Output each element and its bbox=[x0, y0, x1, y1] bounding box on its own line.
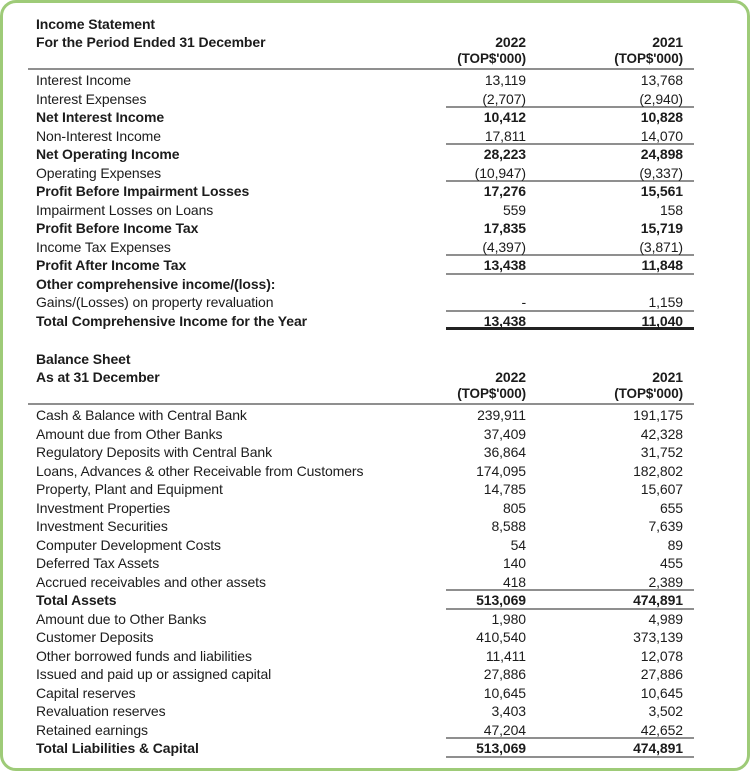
value-2021: 455 bbox=[659, 555, 683, 571]
row-label: Interest Expenses bbox=[36, 90, 147, 107]
value-2022: 239,911 bbox=[477, 407, 526, 423]
row-values bbox=[446, 721, 694, 740]
value-2021: 27,886 bbox=[640, 666, 683, 682]
value-2021: 158 bbox=[659, 201, 683, 218]
balance-sheet-section bbox=[36, 350, 694, 758]
row-values bbox=[446, 238, 694, 257]
table-row bbox=[36, 573, 694, 592]
value-2022: 140 bbox=[502, 555, 526, 571]
value-2022: 27,886 bbox=[483, 666, 526, 682]
row-values bbox=[446, 628, 694, 647]
header-rule bbox=[28, 403, 694, 405]
row-values bbox=[446, 164, 694, 183]
balance-sheet-rows bbox=[36, 406, 694, 758]
row-label: Total Assets bbox=[36, 592, 117, 608]
value-2021: 89 bbox=[667, 536, 683, 553]
header-rule bbox=[28, 68, 694, 70]
income-statement-title: Income Statement bbox=[36, 16, 155, 32]
row-label: Investment Securities bbox=[36, 518, 168, 534]
row-label: Profit Before Impairment Losses bbox=[36, 183, 250, 199]
table-row bbox=[36, 665, 694, 684]
value-2022: 410,540 bbox=[476, 629, 526, 645]
row-values bbox=[446, 739, 694, 758]
value-2021 bbox=[526, 275, 694, 294]
value-2022: 559 bbox=[502, 201, 526, 218]
value-2022: 36,864 bbox=[483, 444, 526, 460]
value-2021: 12,078 bbox=[640, 647, 683, 664]
table-row bbox=[36, 71, 694, 90]
table-row bbox=[36, 684, 694, 703]
column-year-2021: 2021 bbox=[652, 34, 683, 50]
table-row bbox=[36, 108, 694, 127]
table-row bbox=[36, 702, 694, 721]
row-values bbox=[446, 293, 694, 312]
row-values bbox=[446, 536, 694, 555]
value-2022: 11,411 bbox=[485, 647, 526, 664]
row-label: Interest Income bbox=[36, 72, 131, 88]
row-values bbox=[446, 443, 694, 462]
row-label: Amount due to Other Banks bbox=[36, 610, 207, 627]
table-row bbox=[36, 628, 694, 647]
row-values bbox=[446, 517, 694, 536]
value-2022: 174,095 bbox=[476, 462, 526, 479]
value-2021: 191,175 bbox=[633, 407, 683, 423]
value-2021: 15,561 bbox=[640, 183, 683, 199]
row-label: Total Comprehensive Income for the Year bbox=[36, 312, 307, 329]
income-statement-header bbox=[36, 15, 694, 67]
value-2021: 4,989 bbox=[648, 610, 683, 627]
value-2021: 11,040 bbox=[641, 312, 683, 329]
value-2022 bbox=[446, 275, 526, 294]
row-values bbox=[446, 554, 694, 573]
row-values bbox=[446, 182, 694, 201]
row-label: Loans, Advances & other Receivable from Customers bbox=[36, 462, 364, 479]
table-row bbox=[36, 499, 694, 518]
row-label: Retained earnings bbox=[36, 721, 148, 738]
value-2022: 10,645 bbox=[483, 684, 526, 701]
balance-sheet-title: Balance Sheet bbox=[36, 351, 131, 367]
table-row bbox=[36, 90, 694, 109]
row-label: Other comprehensive income/(loss): bbox=[36, 275, 276, 292]
value-2022: 13,438 bbox=[483, 312, 526, 329]
value-2021: 31,752 bbox=[640, 444, 683, 460]
value-2022: 14,785 bbox=[483, 481, 526, 497]
table-row bbox=[36, 312, 694, 331]
row-label: Computer Development Costs bbox=[36, 536, 221, 553]
balance-sheet-subtitle: As at 31 December bbox=[36, 369, 160, 385]
row-values bbox=[446, 647, 694, 666]
income-statement-subtitle: For the Period Ended 31 December bbox=[36, 34, 266, 50]
row-label: Issued and paid up or assigned capital bbox=[36, 666, 272, 682]
column-unit-2021: (TOP$'000) bbox=[614, 51, 683, 66]
table-row bbox=[36, 219, 694, 238]
row-label: Property, Plant and Equipment bbox=[36, 481, 223, 497]
row-values bbox=[446, 71, 694, 90]
table-row bbox=[36, 480, 694, 499]
value-2021: 11,848 bbox=[641, 257, 683, 273]
row-label: Customer Deposits bbox=[36, 629, 154, 645]
row-label: Investment Properties bbox=[36, 499, 171, 516]
value-2022: - bbox=[521, 294, 526, 310]
row-values bbox=[446, 256, 694, 275]
row-label: Profit Before Income Tax bbox=[36, 220, 199, 236]
value-2021: 10,828 bbox=[640, 109, 683, 125]
table-row bbox=[36, 406, 694, 425]
row-label: Regulatory Deposits with Central Bank bbox=[36, 444, 272, 460]
value-2021: 474,891 bbox=[633, 592, 683, 608]
table-row bbox=[36, 425, 694, 444]
value-2022: 418 bbox=[502, 573, 526, 590]
value-2021: 42,328 bbox=[640, 425, 683, 442]
table-row bbox=[36, 293, 694, 312]
row-label: Capital reserves bbox=[36, 684, 136, 701]
row-label: Net Interest Income bbox=[36, 109, 165, 125]
row-values bbox=[446, 462, 694, 481]
value-2022: 13,438 bbox=[483, 257, 526, 273]
value-2022: 10,412 bbox=[483, 109, 526, 125]
value-2021: 1,159 bbox=[648, 294, 683, 310]
table-row bbox=[36, 647, 694, 666]
table-row bbox=[36, 127, 694, 146]
column-year-2021: 2021 bbox=[652, 369, 683, 385]
value-2022: 17,811 bbox=[484, 127, 526, 144]
value-2022: 805 bbox=[502, 499, 526, 516]
income-statement-rows bbox=[36, 71, 694, 330]
value-2021: 7,639 bbox=[648, 518, 683, 534]
value-2021: 42,652 bbox=[640, 721, 683, 738]
table-row bbox=[36, 721, 694, 740]
value-2022: 13,119 bbox=[484, 72, 526, 88]
value-2021: 14,070 bbox=[640, 127, 683, 144]
value-2021: 3,502 bbox=[648, 703, 683, 719]
value-2022: 54 bbox=[510, 536, 526, 553]
row-values bbox=[446, 591, 694, 610]
row-values bbox=[446, 275, 694, 294]
row-label: Gains/(Losses) on property revaluation bbox=[36, 294, 274, 310]
row-values bbox=[446, 90, 694, 109]
table-row bbox=[36, 238, 694, 257]
value-2022: 17,835 bbox=[483, 220, 526, 236]
row-values bbox=[446, 573, 694, 592]
row-values bbox=[446, 425, 694, 444]
value-2022: 28,223 bbox=[483, 146, 526, 162]
row-label: Impairment Losses on Loans bbox=[36, 201, 214, 218]
column-unit-2022: (TOP$'000) bbox=[457, 386, 526, 401]
table-row bbox=[36, 517, 694, 536]
value-2022: (2,707) bbox=[482, 90, 526, 107]
column-year-2022: 2022 bbox=[495, 34, 526, 50]
row-values bbox=[446, 145, 694, 164]
column-unit-2022: (TOP$'000) bbox=[457, 51, 526, 66]
row-label: Total Liabilities & Capital bbox=[36, 740, 199, 756]
value-2022: 3,403 bbox=[491, 703, 526, 719]
row-values bbox=[446, 684, 694, 703]
value-2022: 47,204 bbox=[483, 721, 526, 738]
value-2021: (9,337) bbox=[639, 164, 683, 181]
row-label: Net Operating Income bbox=[36, 146, 180, 162]
row-label: Revaluation reserves bbox=[36, 703, 166, 719]
row-values bbox=[446, 610, 694, 629]
column-unit-2021: (TOP$'000) bbox=[614, 386, 683, 401]
table-row bbox=[36, 164, 694, 183]
value-2021: 10,645 bbox=[640, 684, 683, 701]
row-label: Other borrowed funds and liabilities bbox=[36, 647, 252, 664]
value-2021: 182,802 bbox=[633, 462, 683, 479]
row-values bbox=[446, 499, 694, 518]
column-year-2022: 2022 bbox=[495, 369, 526, 385]
table-row bbox=[36, 182, 694, 201]
value-2021: 474,891 bbox=[633, 740, 683, 756]
table-row bbox=[36, 275, 694, 294]
income-statement-section bbox=[36, 15, 694, 330]
row-label: Income Tax Expenses bbox=[36, 238, 171, 255]
table-row bbox=[36, 591, 694, 610]
row-values bbox=[446, 219, 694, 238]
row-values bbox=[446, 201, 694, 220]
value-2021: 13,768 bbox=[640, 72, 683, 88]
row-label: Amount due from Other Banks bbox=[36, 425, 223, 442]
value-2021: 2,389 bbox=[648, 573, 683, 590]
value-2021: 655 bbox=[659, 499, 683, 516]
value-2022: 37,409 bbox=[483, 425, 526, 442]
balance-sheet-header bbox=[36, 350, 694, 402]
row-values bbox=[446, 665, 694, 684]
table-row bbox=[36, 443, 694, 462]
table-row bbox=[36, 739, 694, 758]
row-values bbox=[446, 127, 694, 146]
row-label: Accrued receivables and other assets bbox=[36, 573, 266, 590]
value-2021: (3,871) bbox=[639, 238, 683, 255]
row-values bbox=[446, 312, 694, 331]
table-row bbox=[36, 145, 694, 164]
value-2021: 24,898 bbox=[640, 146, 683, 162]
table-row bbox=[36, 256, 694, 275]
value-2022: 1,980 bbox=[491, 610, 526, 627]
row-label: Deferred Tax Assets bbox=[36, 555, 160, 571]
table-row bbox=[36, 201, 694, 220]
value-2022: (10,947) bbox=[474, 164, 526, 181]
row-values bbox=[446, 406, 694, 425]
table-row bbox=[36, 554, 694, 573]
value-2022: 513,069 bbox=[476, 592, 526, 608]
value-2022: 8,588 bbox=[491, 518, 526, 534]
table-row bbox=[36, 610, 694, 629]
value-2022: 513,069 bbox=[476, 740, 526, 756]
row-values bbox=[446, 702, 694, 721]
row-label: Operating Expenses bbox=[36, 164, 162, 181]
row-values bbox=[446, 108, 694, 127]
table-row bbox=[36, 462, 694, 481]
value-2021: 15,719 bbox=[640, 220, 683, 236]
table-row bbox=[36, 536, 694, 555]
value-2021: (2,940) bbox=[639, 90, 683, 107]
row-values bbox=[446, 480, 694, 499]
row-label: Cash & Balance with Central Bank bbox=[36, 407, 247, 423]
value-2021: 373,139 bbox=[633, 629, 683, 645]
value-2022: (4,397) bbox=[482, 238, 526, 255]
row-label: Non-Interest Income bbox=[36, 127, 161, 144]
value-2021: 15,607 bbox=[640, 481, 683, 497]
row-label: Profit After Income Tax bbox=[36, 257, 187, 273]
value-2022: 17,276 bbox=[483, 183, 526, 199]
